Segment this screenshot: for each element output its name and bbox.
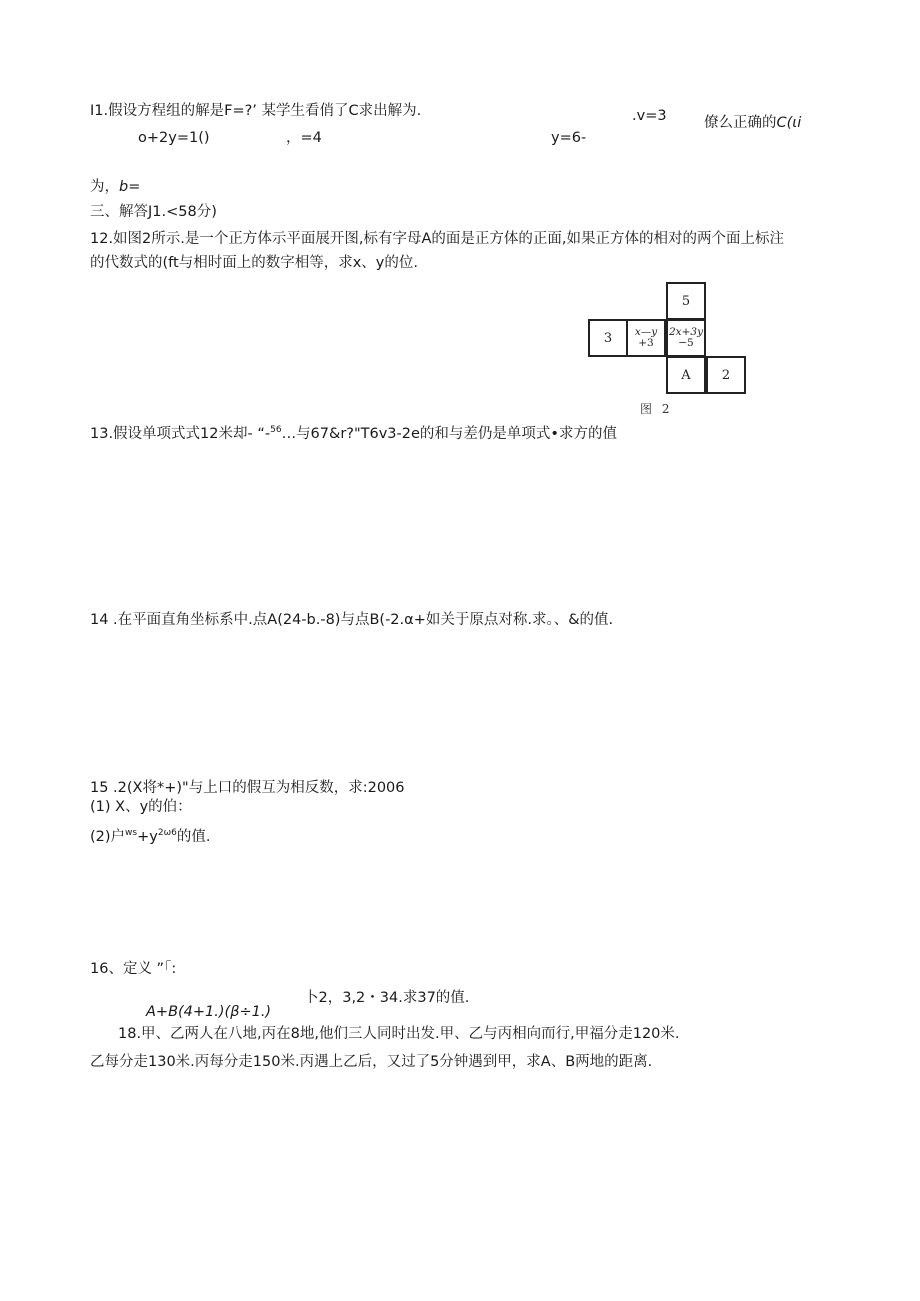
q13-text-a: 13.假设单项式式12米却- “- [90,426,271,442]
q11-equation-1: o+2y=1() [138,130,210,146]
q11-correct-tail: C(ιi [776,115,802,131]
q11-v-value: .v=3 [632,108,667,124]
net-cell-xy-bottom: +3 [638,337,654,349]
net-cell-2x3y-bottom: −5 [678,337,694,349]
net-cell-A: A [666,356,706,394]
net-cell-left: 3 [588,319,628,357]
q12-line1: 12.如图2所示.是一个正方体示平面展开图,标有字母A的面是正方体的正面,如果正方体的相对的两个面上标注 [90,231,785,247]
q11-line3 [90,179,140,196]
q12-line2: 的代数式的(ft与相时面上的数字相等，求x、y的位. [90,255,418,271]
section-title: 三、解答J1.<58分) [90,204,217,220]
figure-caption: 图 2 [640,402,673,416]
q15-line3-c: 的值. [176,829,211,845]
q15-line3-a: (2)户 [90,829,126,845]
q16-line1: 16、定义 ”「: [90,961,177,977]
q11-correct-text: 僚么正确的 [704,115,777,131]
net-cell-xy-top: x—y [634,325,658,338]
q15-line1: 15 .2(X将*+)"与上口的假互为相反数，求:2006 [90,780,405,796]
q11-line1: I1.假设方程组的解是F=?’ 某学生看俏了C求出解为. [90,103,422,119]
net-cell-top: 5 [666,282,706,320]
q11-line3-b: b= [119,179,141,195]
q18-line2: 乙每分走130米.丙每分走150米.丙遇上乙后，又过了5分钟遇到甲，求A、B两地的距离. [90,1054,653,1070]
q18-line1: 18.甲、乙两人在八地,丙在8地,他们三人同时出发.甲、乙与丙相向而行,甲福分走120米. [118,1026,680,1042]
net-cell-2x3y [666,319,706,357]
q14-line: 14 .在平面直角坐标系中.点A(24-b.-8)与点B(-2.α+如关于原点对称.求。、&的值. [90,612,614,628]
net-cell-xy [626,319,666,357]
q11-equation-2: ，=4 [286,130,322,146]
net-cell-2x3y-top: 2x+3y [668,325,703,338]
q16-tail: 卜2，3,2・34.求37的值. [304,990,470,1006]
q13-sup: 56 [270,425,282,436]
cube-net-figure [586,282,756,422]
q15-line3-b: +y [137,829,158,845]
q11-correct-label [704,115,801,132]
q15-line3 [90,829,210,846]
q11-equation-3: y=6- [551,130,587,146]
q15-sup1: ws [125,828,138,839]
net-cell-2: 2 [706,356,746,394]
q11-line3-text: 为， [90,179,119,195]
q13-text-b: …与67&r?"T6v3-2e的和与差仍是单项式•求方的值 [281,426,617,442]
q15-sup2: 2ω6 [157,828,177,839]
q13-line [90,426,617,443]
q16-formula: A+B(4+1.)(β÷1.) [146,1004,272,1020]
q15-line2: (1) X、y的伯： [90,799,192,815]
